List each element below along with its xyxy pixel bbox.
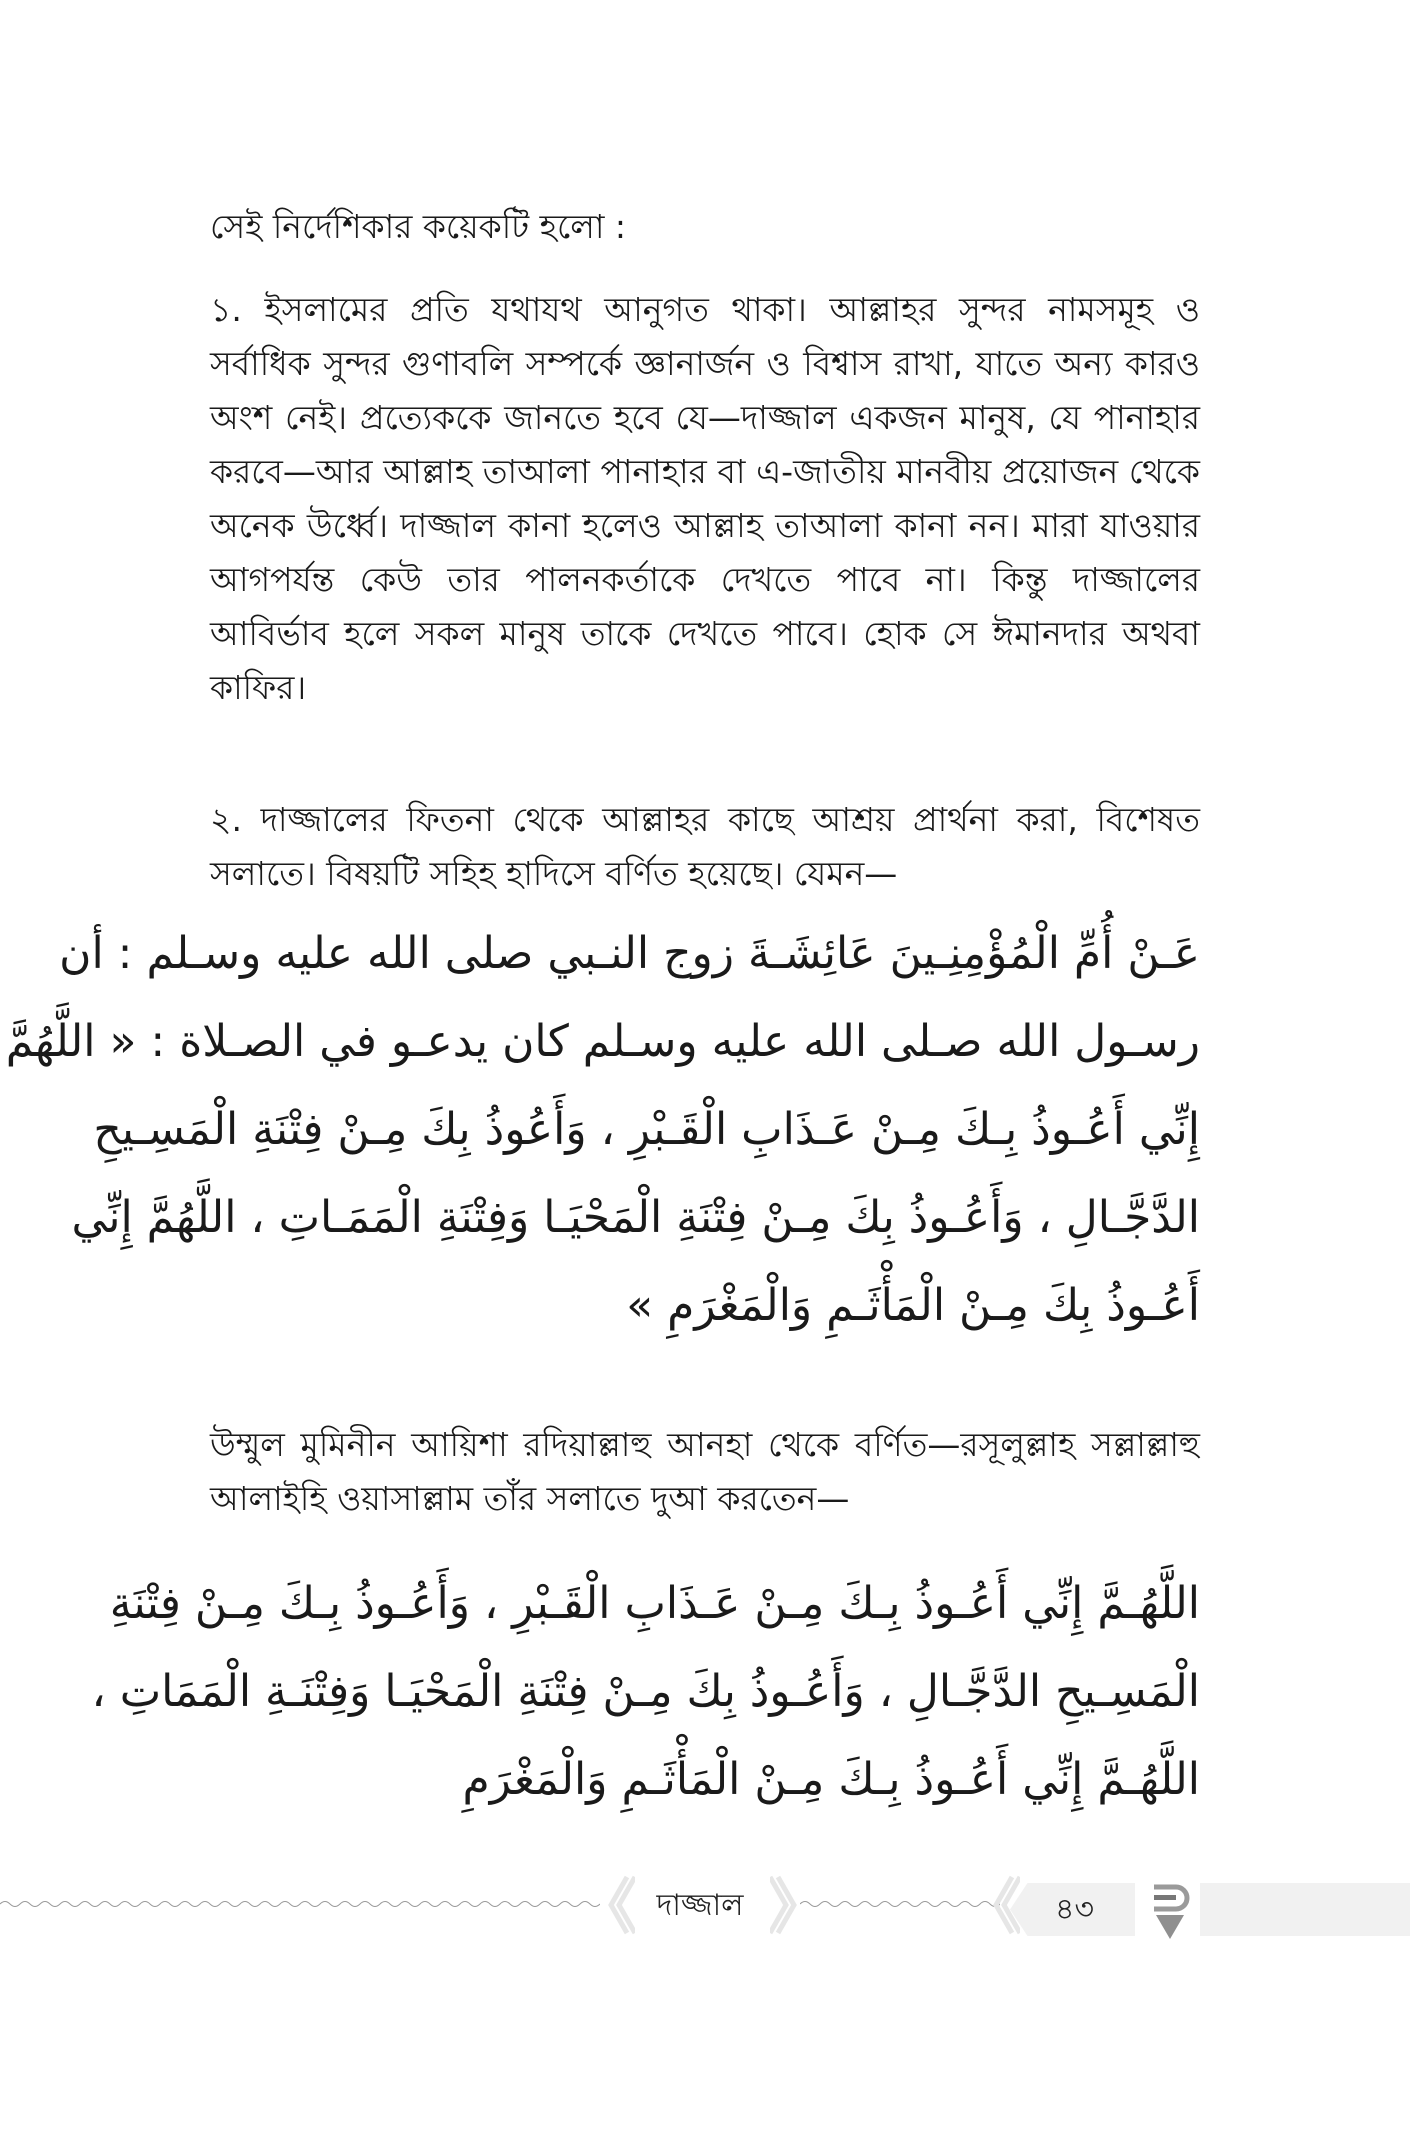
page-marker-icon: [1150, 1883, 1190, 1939]
footer-strip: [1200, 1883, 1410, 1936]
arabic-hadith-line: الدَّجَّـالِ ، وَأَعُـوذُ بِكَ مِـنْ فِتْنَةِ الْمَحْيَـا وَفِتْنَةِ الْمَمَـاتِ ، اللَّهُمَّ إِنِّي: [71, 1192, 1200, 1243]
arabic-hadith-line: إِنِّي أَعُـوذُ بِـكَ مِـنْ عَـذَابِ الْقَـبْرِ ، وَأَعُوذُ بِكَ مِـنْ فِتْنَةِ الْمَسِـيحِ: [93, 1104, 1200, 1155]
arabic-hadith-block: [5, 910, 1200, 1350]
chevron-right-ornament: [770, 1875, 800, 1935]
arabic-hadith-line: رسـول الله صـلى الله عليه وسـلم كان يدعـو في الصـلاة : « اللَّهُمَّ: [5, 1016, 1200, 1067]
arabic-hadith-line: عَـنْ أُمِّ الْمُؤْمِنِـينَ عَائِشَـةَ زوج النـبي صلى الله عليه وسـلم : أن: [59, 928, 1200, 979]
intro-text: সেই নির্দেশিকার কয়েকটি হলো :: [210, 207, 626, 246]
wavy-divider-middle: [800, 1899, 1000, 1909]
wavy-divider-left: [0, 1899, 600, 1909]
arabic-dua-line: الْمَسِـيحِ الدَّجَّـالِ ، وَأَعُـوذُ بِكَ مِـنْ فِتْنَةِ الْمَحْيَـا وَفِتْنَـةِ الْمَمَاتِ ،: [91, 1666, 1200, 1717]
book-title: দাজ্জাল: [656, 1888, 744, 1923]
paragraph-2: ২. দাজ্জালের ফিতনা থেকে আল্লাহর কাছে আশ্রয় প্রার্থনা করা, বিশেষত সলাতে। বিষয়টি সহিহ হাদিসে বর্ণিত হয়েছে। যেমন—: [210, 800, 1200, 893]
arabic-dua-block: [91, 1560, 1200, 1824]
chevron-left-ornament: [605, 1875, 635, 1935]
arabic-hadith-line: أَعُـوذُ بِكَ مِـنْ الْمَأْثَـمِ وَالْمَغْرَمِ »: [626, 1280, 1200, 1331]
page-number: ৪৩: [1055, 1892, 1094, 1927]
arabic-dua-line: اللَّهُـمَّ إِنِّي أَعُـوذُ بِـكَ مِـنْ عَـذَابِ الْقَـبْرِ ، وَأَعُـوذُ بِـكَ مِـنْ فِتْنَةِ: [109, 1578, 1200, 1629]
paragraph-3: উম্মুল মুমিনীন আয়িশা রদিয়াল্লাহু আনহা থেকে বর্ণিত—রসূলুল্লাহ সল্লাল্লাহু আলাইহি ওয়াসাল্লাম তাঁর সলাতে দুআ করতেন—: [210, 1425, 1200, 1518]
page-footer: [0, 1875, 1410, 1935]
paragraph-1: ১. ইসলামের প্রতি যথাযথ আনুগত থাকা। আল্লাহর সুন্দর নামসমূহ ও সর্বাধিক সুন্দর গুণাবলি সম্পর্কে জ্ঞানার্জন ও বিশ্বাস রাখা, যাতে অন্য কারও অংশ নেই। প্রত্যেককে জানতে হবে যে—দাজ্জাল একজন মানুষ, যে পানাহার করবে—আর আল্লাহ তাআলা পানাহার বা এ-জাতীয় মানবীয় প্রয়োজন থেকে অনেক উর্ধ্বে। দাজ্জাল কানা হলেও আল্লাহ তাআলা কানা নন। মারা যাওয়ার আগপর্যন্ত কেউ তার পালনকর্তাকে দেখতে পাবে না। কিন্তু দাজ্জালের আবির্ভাব হলে সকল মানুষ তাকে দেখতে পাবে। হোক সে ঈমানদার অথবা কাফির।: [210, 290, 1200, 707]
arabic-dua-line: اللَّهُـمَّ إِنِّي أَعُـوذُ بِـكَ مِـنْ الْمَأْثَـمِ وَالْمَغْرَمِ: [462, 1754, 1200, 1805]
